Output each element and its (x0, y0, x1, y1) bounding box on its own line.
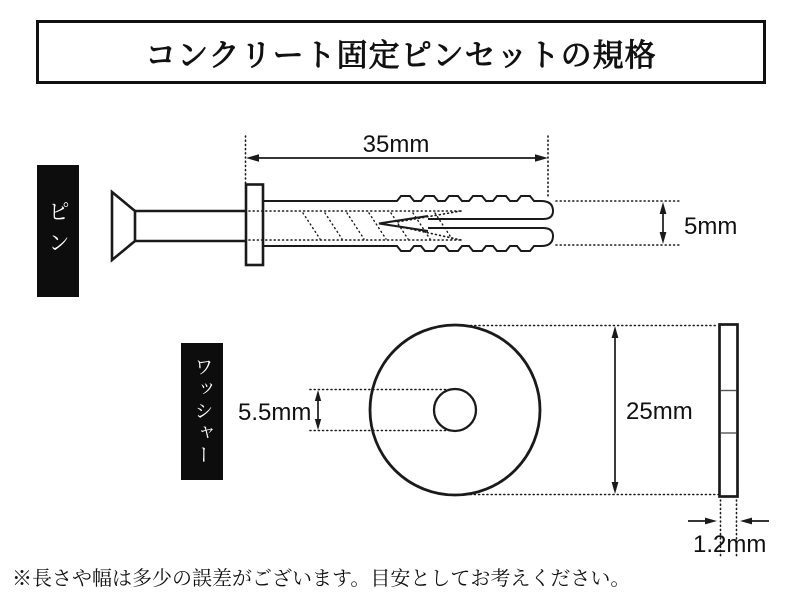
dimension-washer-hole (310, 390, 450, 431)
washer-hole-circle (434, 389, 476, 431)
sleeve-top-half (263, 196, 553, 219)
washer-thickness-dimension-label: 1.2mm (693, 531, 767, 558)
pin-drawing (112, 185, 553, 266)
pin-length-dimension-label: 35mm (362, 131, 430, 158)
washer-side-view (720, 325, 738, 497)
washer-outer-dimension-label: 25mm (626, 398, 693, 425)
washer-outer-circle (370, 325, 540, 495)
disclaimer-note: ※長さや幅は多少の誤差がございます。目安としてお考えください。 (12, 568, 631, 590)
washer-drawing (370, 325, 540, 495)
pin-diameter-dimension-label: 5mm (684, 213, 738, 240)
pin-label: ピン (45, 200, 71, 262)
page-title: コンクリート固定ピンセットの規格 (145, 37, 657, 73)
dimension-pin-diameter (556, 201, 679, 245)
washer-hole-dimension-label: 5.5mm (238, 399, 312, 426)
washer-label: ワッシャー (191, 356, 213, 467)
pin-head (112, 192, 135, 260)
pin-collar (246, 185, 263, 266)
thread-hatch (303, 213, 452, 239)
